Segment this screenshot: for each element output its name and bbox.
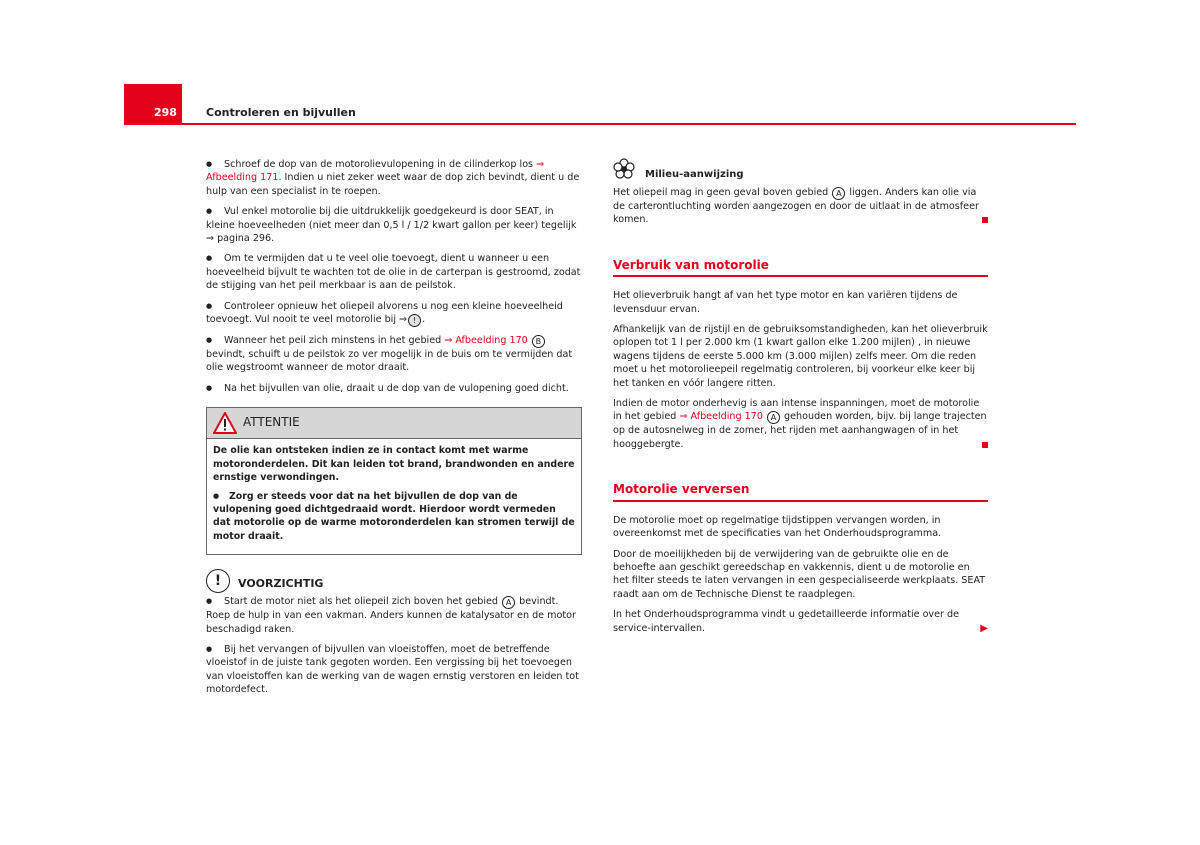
paragraph: In het Onderhoudsprogramma vindt u gedetailleerde informatie over de service-intervallen. ▶: [613, 609, 988, 634]
bullet-dot: ●: [206, 644, 213, 653]
warning-header: [207, 408, 581, 439]
warning-title: ATTENTIE: [243, 415, 300, 430]
continue-arrow-icon: ▶: [980, 622, 988, 634]
marker-a-icon: A: [767, 411, 780, 424]
list-item: ● Na het bijvullen van olie, draait u de dop van de vulopening goed dicht.: [206, 382, 569, 394]
section-title-oil-change: Motorolie verversen: [613, 483, 988, 501]
list-item: ● Bij het vervangen of bijvullen van vloeistoffen, moet de betreffende vloeistof in de juiste tank gegoten worden. Een vergissing bij het toevoegen van vloeistoffen kan de werking van de wagen ernstig verstoren en leiden tot motordefect.: [206, 643, 579, 696]
figure-link[interactable]: ⇒ Afbeelding 171: [206, 159, 545, 184]
bullet-dot: ●: [206, 597, 213, 606]
list-item: ● Vul enkel motorolie bij die uitdrukkelijk goedgekeurd is door SEAT, in kleine hoeveelheden (niet meer dan 0,5 l / 1/2 kwart gallon per keer) tegelijk ⇒ pagina 296.: [206, 206, 577, 245]
paragraph: Door de moeilijkheden bij de verwijdering van de gebruikte olie en de behoefte aan geschikt gereedschap en vakkennis, dient u de motorolie en het filter steeds te laten vervangen in een gespecialiseerde werkplaats. SEAT raadt aan om de Technische Dienst te raadplegen.: [613, 548, 986, 600]
caution-ref-icon[interactable]: !: [408, 314, 421, 327]
caution-header: [206, 569, 582, 595]
list-item: ● Start de motor niet als het oliepeil zich boven het gebied A bevindt. Roep de hulp in van een vakman. Anders kunnen de katalysator en de motor beschadigd raken.: [206, 596, 576, 635]
left-column: [206, 158, 582, 704]
section-end-mark: [982, 442, 988, 448]
section-title-oil-consumption: Verbruik van motorolie: [613, 259, 988, 277]
paragraph: Afhankelijk van de rijstijl en de gebruiksomstandigheden, kan het olieverbruik oplopen tot 1 l per 2.000 km (1 kwart gallon elke 1.200 mijlen) , in nieuwe wagens tijdens de eerste 5.000 km (3.000 mijlen) zelfs meer. Om die reden moet u het motorolieepeil regelmatig controleren, bij voorkeur elke keer bij het tanken en vóór langere ritten.: [613, 324, 988, 389]
bullet-dot: ●: [206, 383, 213, 392]
page-number-tab: [124, 84, 182, 124]
warning-text: ● Zorg er steeds voor dat na het bijvullen de dop van de vulopening goed dichtgedraaid wordt. Hierdoor wordt vermeden dat motorolie op de warme motoronderdelen kan stromen terwijl de motor draait.: [213, 490, 575, 542]
flower-icon: [613, 158, 635, 180]
header-rule: [124, 123, 1076, 125]
environment-title: Milieu-aanwijzing: [645, 169, 744, 180]
marker-b-icon: B: [532, 335, 545, 348]
marker-a-icon: A: [502, 596, 515, 609]
figure-link[interactable]: ⇒ Afbeelding 170: [444, 335, 528, 347]
warning-box: [206, 407, 582, 555]
bullet-dot: ●: [206, 254, 213, 263]
bullet-dot: ●: [206, 336, 213, 345]
right-column: [613, 158, 988, 642]
bullet-dot: ●: [206, 207, 213, 216]
warning-body: [207, 439, 581, 554]
warning-text: De olie kan ontsteken indien ze in contact komt met warme motoronderdelen. Dit kan leiden tot brand, brandwonden en andere ernstige verwondingen.: [213, 445, 575, 484]
list-item: ● Om te vermijden dat u te veel olie toevoegt, dient u wanneer u een hoeveelheid bijvult te wachten tot de olie in de carterpan is gestroomd, zodat de stijging van het peil merkbaar is aan de peilstok.: [206, 253, 581, 292]
environment-text: Het oliepeil mag in geen geval boven gebied A liggen. Anders kan olie via de carterontluchting worden aangezogen en door de uitlaat in de atmosfeer komen.: [613, 186, 988, 227]
caution-title: VOORZICHTIG: [238, 577, 324, 591]
environment-header: [613, 158, 988, 186]
warning-triangle-icon: [213, 412, 237, 434]
list-item: ● Wanneer het peil zich minstens in het gebied ⇒ Afbeelding 170 B bevindt, schuift u de peilstok zo ver mogelijk in de buis om te vermijden dat olie wegstroomt wanneer de motor draait.: [206, 335, 573, 374]
paragraph: Indien de motor onderhevig is aan intense inspanningen, moet de motorolie in het gebied ⇒ Afbeelding 170 A gehouden worden, bijv. bij lange trajecten op de autosnelweg in de zomer, het rijden met aanhangwagen of in het hooggebergte.: [613, 398, 987, 450]
paragraph: De motorolie moet op regelmatige tijdstippen vervangen worden, in overeenkomst met de specificaties van het Onderhoudsprogramma.: [613, 514, 942, 540]
section-end-mark: [982, 217, 988, 223]
bullet-dot: ●: [206, 160, 213, 168]
exclamation-circle-icon: !: [206, 569, 230, 593]
figure-link[interactable]: ⇒ Afbeelding 170: [679, 411, 763, 423]
marker-a-icon: A: [832, 187, 845, 200]
bullet-dot: ●: [206, 301, 213, 310]
page-number: 298: [154, 106, 177, 119]
list-item: ● Schroef de dop van de motorolievulopening in de cilinderkop los ⇒ Afbeelding 171. Indien u niet zeker weet waar de dop zich bevindt, dient u de hulp van een specialist in te roepen.: [206, 159, 580, 197]
list-item: ● Controleer opnieuw het oliepeil alvorens u nog een kleine hoeveelheid toevoegt. Vul nooit te veel motorolie bij ⇒ ! .: [206, 300, 563, 326]
paragraph: Het olieverbruik hangt af van het type motor en kan variëren tijdens de levensduur ervan.: [613, 290, 958, 315]
chapter-title: Controleren en bijvullen: [206, 106, 356, 119]
